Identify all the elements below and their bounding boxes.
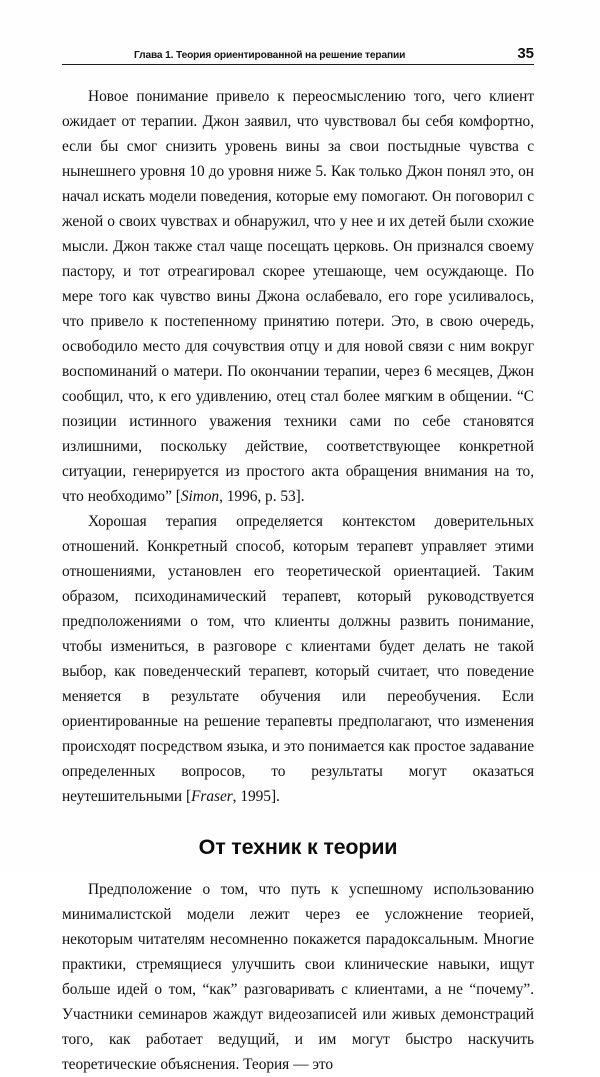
paragraph-2-text: Хорошая терапия определяется контекстом доверительных отношений. Конкретный способ, которым терапевт управляет этими отношениями, установлен его теоретической ориентацией. Таким образом, психодинамический терапевт, который руководствуется предположениями о том, что клиенты должны развить понимание, чтобы измениться, в разговоре с клиентами будет делать не такой выбор, как поведенческий терапевт, который считает, что поведение меняется в результате обучения или переобучения. Если ориентированные на решение терапевты предполагают, что изменения происходят посредством языка, и это понимается как простое задавание определенных вопросов, то результаты могут оказаться неутешительными [ (62, 513, 534, 805)
paragraph-1-citation-author: Simon (180, 488, 220, 505)
section-heading: От техник к теории (198, 835, 398, 859)
paragraph-1 (62, 84, 534, 509)
paragraph-1-text: Новое понимание привело к переосмыслению того, чего клиент ожидает от терапии. Джон заявил, что чувствовал бы себя комфортно, если бы смог снизить уровень вины за свои постыдные чувства с нынешнего уровня 10 до уровня ниже 5. Как только Джон понял это, он начал искать модели поведения, которые ему помогают. Он поговорил с женой о своих чувствах и обнаружил, что у нее и их детей были схожие мысли. Джон также стал чаще посещать церковь. Он признался своему пастору, и тот отреагировал скорее утешающе, чем осуждающе. По мере того как чувство вины Джона ослабевало, его горе усиливалось, что привело к постепенному принятию потери. Это, в свою очередь, освободило место для сочувствия отцу и для новой связи с ним вокруг воспоминаний о матери. По окончании терапии, через 6 месяцев, Джон сообщил, что, к его удивлению, отец стал более мягким в общении. “С позиции истинного уважения техники сами по себе становятся излишними, поскольку действие, соответствующее конкретной ситуации, генерируется из простого акта обращения внимания на то, что необходимо” [ (62, 88, 534, 505)
header-divider (62, 64, 534, 65)
paragraph-2 (62, 509, 534, 809)
paragraph-2-citation-rest: , 1995]. (232, 788, 280, 805)
section-heading-wrap (62, 809, 534, 877)
page-number: 35 (517, 45, 534, 62)
chapter-title: Глава 1. Теория ориентированной на решение терапии (134, 50, 406, 61)
header-row (62, 46, 534, 63)
paragraph-1-citation-rest: , 1996, p. 53]. (219, 488, 305, 505)
body-text (62, 84, 534, 1077)
running-header (62, 46, 534, 65)
paragraph-3: Предположение о том, что путь к успешному использованию минималистской модели лежит через ее усложнение теорией, некоторым читателям несомненно покажется парадоксальным. Многие практики, стремящиеся улучшить свои клинические навыки, ищут больше идей о том, “как” разговаривать с клиентами, а не “почему”. Участники семинаров жаждут видеозаписей или живых демонстраций того, как работает ведущий, и им могут быстро наскучить теоретические объяснения. Теория — это (62, 881, 534, 1073)
paragraph-2-citation-author: Fraser (191, 788, 233, 805)
